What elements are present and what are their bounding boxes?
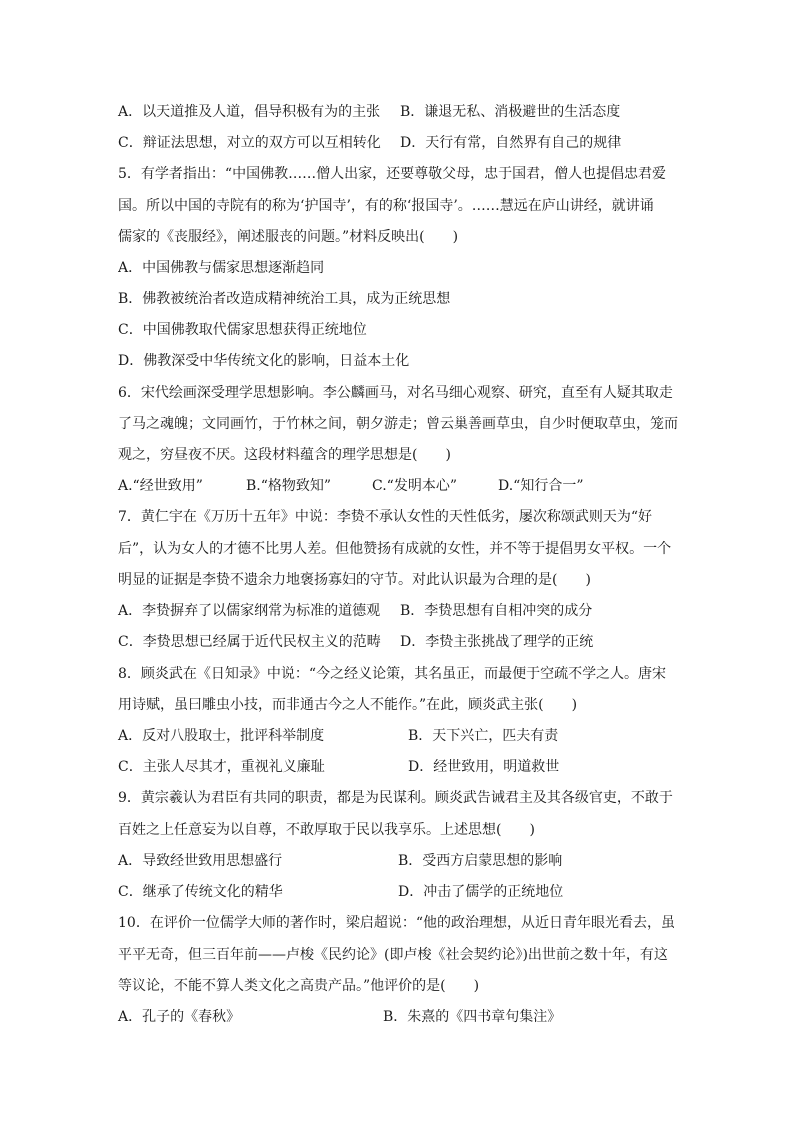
q6-options-row bbox=[118, 476, 678, 496]
q4-options-row-2 bbox=[118, 133, 678, 153]
q10-option-b: B．朱熹的《四书章句集注》 bbox=[383, 1009, 562, 1025]
q9-option-b: B．受西方启蒙思想的影响 bbox=[398, 853, 563, 869]
q7-options-row-1 bbox=[118, 601, 678, 621]
q9-options-row-2 bbox=[118, 882, 678, 902]
q7-stem-line-2: 后”，认为女人的才德不比男人差。但他赞扬有成就的女性，并不等于提倡男女平权。一个 bbox=[118, 541, 672, 557]
q5-option-b: B．佛教被统治者改造成精神统治工具，成为正统思想 bbox=[118, 291, 451, 307]
q6-stem-line-2: 了马之魂魄；文同画竹，于竹林之间，朝夕游走；曾云巢善画草虫，自少时便取草虫，笼而 bbox=[118, 416, 678, 432]
q4-option-b: B．谦退无私、消极避世的生活态度 bbox=[400, 104, 621, 120]
q10-options-row-1 bbox=[118, 1007, 678, 1027]
q6-stem-line-1: 6．宋代绘画深受理学思想影响。李公麟画马，对名马细心观察、研究，直至有人疑其取走 bbox=[118, 385, 673, 401]
q5-stem-line-2: 国。所以中国的寺院有的称为‘护国寺’，有的称‘报国寺’。……慧远在庐山讲经，就讲诵 bbox=[118, 198, 654, 214]
q8-options-row-1 bbox=[118, 726, 678, 746]
q7-option-d: D．李贽主张挑战了理学的正统 bbox=[400, 634, 594, 650]
q8-option-a: A．反对八股取士，批评科举制度 bbox=[118, 728, 325, 744]
q7-stem-line-3: 明显的证据是李贽不遗余力地褒扬寡妇的守节。对此认识最为合理的是( ) bbox=[118, 572, 591, 588]
q4-option-a: A．以天道推及人道，倡导积极有为的主张 bbox=[118, 104, 381, 120]
q7-option-b: B．李贽思想有自相冲突的成分 bbox=[400, 603, 593, 619]
q10-stem-line-1: 10．在评价一位儒学大师的著作时，梁启超说：“他的政治理想，从近日青年眼光看去，虽 bbox=[118, 915, 675, 931]
q10-stem-line-2: 平平无奇，但三百年前——卢梭《民约论》(即卢梭《社会契约论》)出世前之数十年，有这 bbox=[118, 947, 668, 963]
q5-option-a: A．中国佛教与儒家思想逐渐趋同 bbox=[118, 260, 325, 276]
q7-option-a: A．李贽摒弃了以儒家纲常为标准的道德观 bbox=[118, 603, 381, 619]
q8-option-c: C．主张人尽其才，重视礼义廉耻 bbox=[118, 759, 325, 775]
q8-option-d: D．经世致用，明道救世 bbox=[408, 759, 560, 775]
q4-option-d: D．天行有常，自然界有自己的规律 bbox=[400, 135, 622, 151]
q9-option-d: D．冲击了儒学的正统地位 bbox=[398, 884, 564, 900]
q10-stem-line-3: 等议论，不能不算人类文化之高贵产品。”他评价的是( ) bbox=[118, 978, 480, 994]
q5-stem-line-3: 儒家的《丧服经》，阐述服丧的问题。”材料反映出( ) bbox=[118, 229, 459, 245]
q9-option-a: A．导致经世致用思想盛行 bbox=[118, 853, 283, 869]
q8-stem-line-1: 8．顾炎武在《日知录》中说：“今之经义论策，其名虽正，而最便于空疏不学之人。唐宋 bbox=[118, 666, 667, 682]
q7-option-c: C．李贽思想已经属于近代民权主义的范畴 bbox=[118, 634, 381, 650]
q10-option-a: A．孔子的《春秋》 bbox=[118, 1009, 241, 1025]
q7-options-row-2 bbox=[118, 632, 678, 652]
q9-stem-line-2: 百姓之上任意妄为以自尊，不敢厚取于民以我享乐。上述思想( ) bbox=[118, 822, 535, 838]
q5-stem-line-1: 5．有学者指出：“中国佛教……僧人出家，还要尊敬父母，忠于国君，僧人也提倡忠君爱 bbox=[118, 166, 667, 182]
q5-option-c: C．中国佛教取代儒家思想获得正统地位 bbox=[118, 322, 367, 338]
q8-option-b: B．天下兴亡，匹夫有责 bbox=[408, 728, 559, 744]
q8-stem-line-2: 用诗赋，虽曰雕虫小技，而非通古今之人不能作。”在此，顾炎武主张( ) bbox=[118, 697, 578, 713]
q4-option-c: C．辩证法思想，对立的双方可以互相转化 bbox=[118, 135, 381, 151]
q6-stem-line-3: 观之，穷昼夜不厌。这段材料蕴含的理学思想是( ) bbox=[118, 447, 451, 463]
q9-options-row-1 bbox=[118, 851, 678, 871]
q6-option-a: A.“经世致用” bbox=[118, 478, 203, 494]
q6-option-b: B.“格物致知” bbox=[246, 478, 332, 494]
q5-option-d: D．佛教深受中华传统文化的影响，日益本土化 bbox=[118, 353, 410, 369]
q8-options-row-2 bbox=[118, 757, 678, 777]
q4-options-row-1 bbox=[118, 102, 678, 122]
q9-stem-line-1: 9．黄宗羲认为君臣有共同的职责，都是为民谋利。顾炎武告诫君主及其各级官吏，不敢于 bbox=[118, 790, 673, 806]
q7-stem-line-1: 7．黄仁宇在《万历十五年》中说：李贽不承认女性的天性低劣，屡次称颂武则天为“好 bbox=[118, 509, 653, 525]
q6-option-d: D.“知行合一” bbox=[498, 478, 584, 494]
q6-option-c: C.“发明本心” bbox=[372, 478, 457, 494]
q9-option-c: C．继承了传统文化的精华 bbox=[118, 884, 283, 900]
